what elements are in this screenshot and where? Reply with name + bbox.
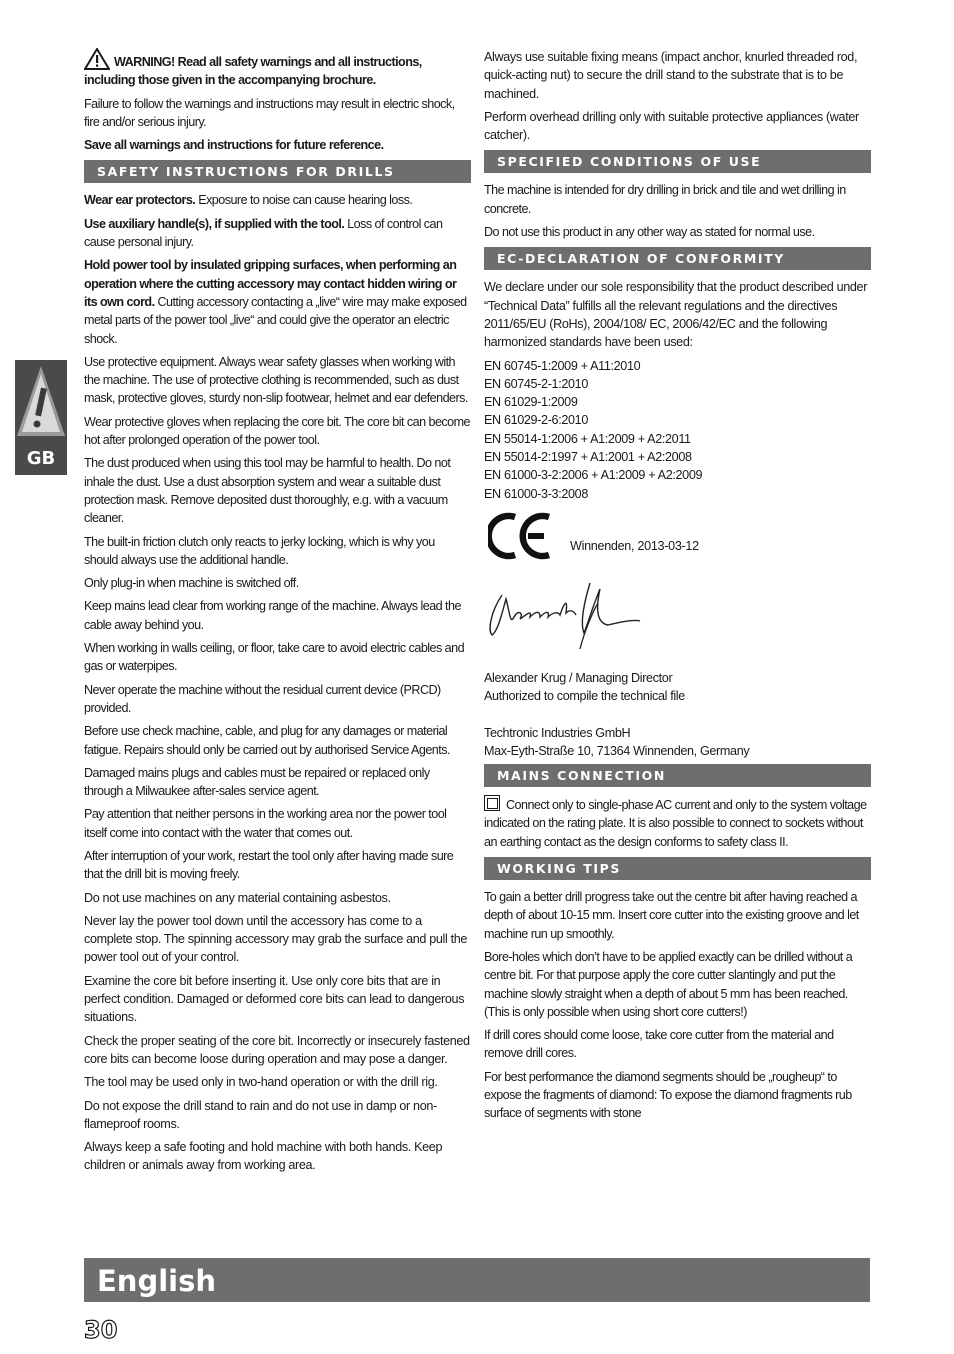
- list-item: EN 55014-1:2006 + A1:2009 + A2:2011: [484, 431, 691, 446]
- language-tab: [15, 360, 67, 475]
- paragraph: Examine the core bit before inserting it. Use only core bits that are in perfect condition. Damaged or deformed core bits can lead to dangerous situations.: [84, 973, 465, 1025]
- ec-declaration-heading: EC-DECLARATION OF CONFORMITY: [484, 247, 871, 270]
- paragraph: Pay attention that neither persons in the working area nor the power tool itself come into contact with the water that comes out.: [84, 807, 447, 840]
- mains-paragraph: Connect only to single-phase AC current and only to the system voltage indicated on the rating plate. It is also possible to connect to sockets without an earthing contact as the design conforms to safety class II.: [484, 795, 871, 851]
- warning-title: WARNING! Read all safety warnings and all instructions, including those given in the accompanying brochure.: [84, 55, 422, 88]
- paragraph: After interruption of your work, restart the tool only after having made sure that the drill bit is moving freely.: [84, 848, 454, 882]
- ce-mark-icon: [488, 511, 552, 561]
- ec-declaration-text: We declare under our sole responsibility that the product described under “Technical Data” fulfills all the relevant regulations and the directives 2011/65/EU (RoHs), 2004/108/ EC, 2006/42/EC and the following harmonized standards have been used:: [484, 280, 868, 350]
- paragraph: Damaged mains plugs and cables must be repaired or replaced only through a Milwaukee after-sales service agent.: [84, 765, 430, 799]
- warning-heading: [84, 48, 471, 90]
- list-item: EN 60745-2-1:2010: [484, 376, 588, 391]
- paragraph: Do not use this product in any other way as stated for normal use.: [484, 225, 815, 240]
- ce-row: [484, 511, 871, 569]
- paragraph: Always use suitable fixing means (impact anchor, knurled threaded rod, quick-acting nut) to secure the drill stand to the substrate that is to be machined.: [484, 50, 858, 101]
- company-address: Max-Eyth-Straße 10, 71364 Winnenden, Germany: [484, 743, 750, 758]
- paragraph: Check the proper seating of the core bit. Incorrectly or insecurely fastened core bits can become loose during operation and may pose a danger.: [84, 1033, 470, 1066]
- aux-handle-paragraph: Use auxiliary handle(s), if supplied with the tool. Loss of control can cause personal injury.: [84, 216, 443, 250]
- warning-text: Failure to follow the warnings and instructions may result in electric shock, fire and/or serious injury.: [84, 96, 455, 129]
- protection-class-ii-icon: [484, 795, 500, 811]
- paragraph: The dust produced when using this tool may be harmful to health. Do not inhale the dust. Use a dust absorption system and wear a suitable dust protection mask. Remove deposited dust thoroughly, e.g. with a vacuum cleaner.: [84, 456, 451, 526]
- paragraph: Bore-holes which don’t have to be applied exactly can be drilled without a centre bit. For that purpose apply the core cutter slantingly and put the machine slowly straight when a depth of about 5 mm has been reached. (This is only possible when using short core cutters!): [484, 949, 853, 1019]
- language-footer: English: [84, 1258, 870, 1302]
- save-note: Save all warnings and instructions for future reference.: [84, 138, 384, 153]
- list-item: EN 61000-3-2:2006 + A1:2009 + A2:2009: [484, 468, 703, 483]
- signatory: Alexander Krug / Managing Director: [484, 670, 673, 685]
- paragraph: Do not use machines on any material containing asbestos.: [84, 890, 391, 905]
- ear-protectors-paragraph: Wear ear protectors. Exposure to noise can cause hearing loss.: [84, 193, 413, 208]
- mains-heading: MAINS CONNECTION: [484, 764, 871, 787]
- paragraph: Only plug-in when machine is switched off.: [84, 576, 299, 591]
- list-item: EN 55014-2:1997 + A1:2001 + A2:2008: [484, 450, 692, 465]
- paragraph: For best performance the diamond segments should be „rougheup“ to expose the fragments of diamond: To expose the diamond fragments rub surface of segments with stone: [484, 1069, 852, 1121]
- list-item: EN 60745-1:2009 + A11:2010: [484, 358, 641, 373]
- paragraph: When working in walls ceiling, or floor, take care to avoid electric cables and gas or waterpipes.: [84, 641, 465, 674]
- paragraph: If drill cores should come loose, take core cutter from the material and remove drill cores.: [484, 1028, 834, 1061]
- paragraph: Do not expose the drill stand to rain and do not use in damp or non-flameproof rooms.: [84, 1098, 437, 1131]
- warning-exclamation-icon: [15, 360, 67, 442]
- safety-heading: SAFETY INSTRUCTIONS FOR DRILLS: [84, 160, 471, 183]
- paragraph: The tool may be used only in two-hand operation or with the drill rig.: [84, 1075, 438, 1090]
- paragraph: Use protective equipment. Always wear safety glasses when working with the machine. The use of protective clothing is recommended, such as dust mask, protective gloves, sturdy non-slip footwear, helmet and ear defenders.: [84, 354, 468, 406]
- paragraph: The built-in friction clutch only reacts to jerky locking, which is why you should always use the additional handle.: [84, 534, 435, 567]
- list-item: EN 61029-2-6:2010: [484, 413, 588, 428]
- conditions-heading: SPECIFIED CONDITIONS OF USE: [484, 150, 871, 173]
- paragraph: Always keep a safe footing and hold machine with both hands. Keep children or animals away from working area.: [84, 1140, 443, 1173]
- paragraph: Perform overhead drilling only with suitable protective appliances (water catcher).: [484, 109, 859, 143]
- authorized-note: Authorized to compile the technical file: [484, 689, 685, 704]
- paragraph: To gain a better drill progress take out the centre bit after having reached a depth of about 10-15 mm. Insert core cutter into the existing groove and let machine run up smoothly.: [484, 890, 859, 941]
- list-item: EN 61029-1:2009: [484, 395, 578, 410]
- paragraph: Wear protective gloves when replacing the core bit. The core bit can become hot after prolonged operation of the power tool.: [84, 414, 471, 448]
- company-name: Techtronic Industries GmbH: [484, 725, 631, 740]
- signatory-block: [484, 669, 871, 760]
- place-date: Winnenden, 2013-03-12: [570, 538, 699, 553]
- paragraph: Before use check machine, cable, and plug for any damages or material fatigue. Repairs should only be carried out by authorised Service Agents.: [84, 724, 450, 757]
- right-column: [484, 48, 871, 1128]
- page-number: 30: [84, 1316, 118, 1344]
- paragraph: The machine is intended for dry drilling in brick and tile and wet drilling in concrete.: [484, 183, 846, 216]
- warning-triangle-icon: [84, 48, 110, 70]
- working-tips-heading: WORKING TIPS: [484, 857, 871, 880]
- left-column: [84, 48, 471, 1180]
- insulated-grip-paragraph: Hold power tool by insulated gripping surfaces, when performing an operation where the cutting accessory may contact hidden wiring or its own cord. Cutting accessory contacting a „live“ wire may make exposed metal parts of the power tool „live“ and could give the operator an electric shock.: [84, 258, 467, 346]
- paragraph: Keep mains lead clear from working range of the machine. Always lead the cable away behind you.: [84, 599, 461, 632]
- handwritten-signature: [484, 573, 654, 663]
- standards-list: [484, 357, 871, 503]
- signature: [484, 573, 871, 669]
- list-item: EN 61000-3-3:2008: [484, 486, 588, 501]
- language-code: GB: [26, 448, 56, 469]
- paragraph: Never lay the power tool down until the accessory has come to a complete stop. The spinning accessory may grab the surface and pull the power tool out of your control.: [84, 913, 468, 965]
- paragraph: Never operate the machine without the residual current device (PRCD) provided.: [84, 682, 441, 715]
